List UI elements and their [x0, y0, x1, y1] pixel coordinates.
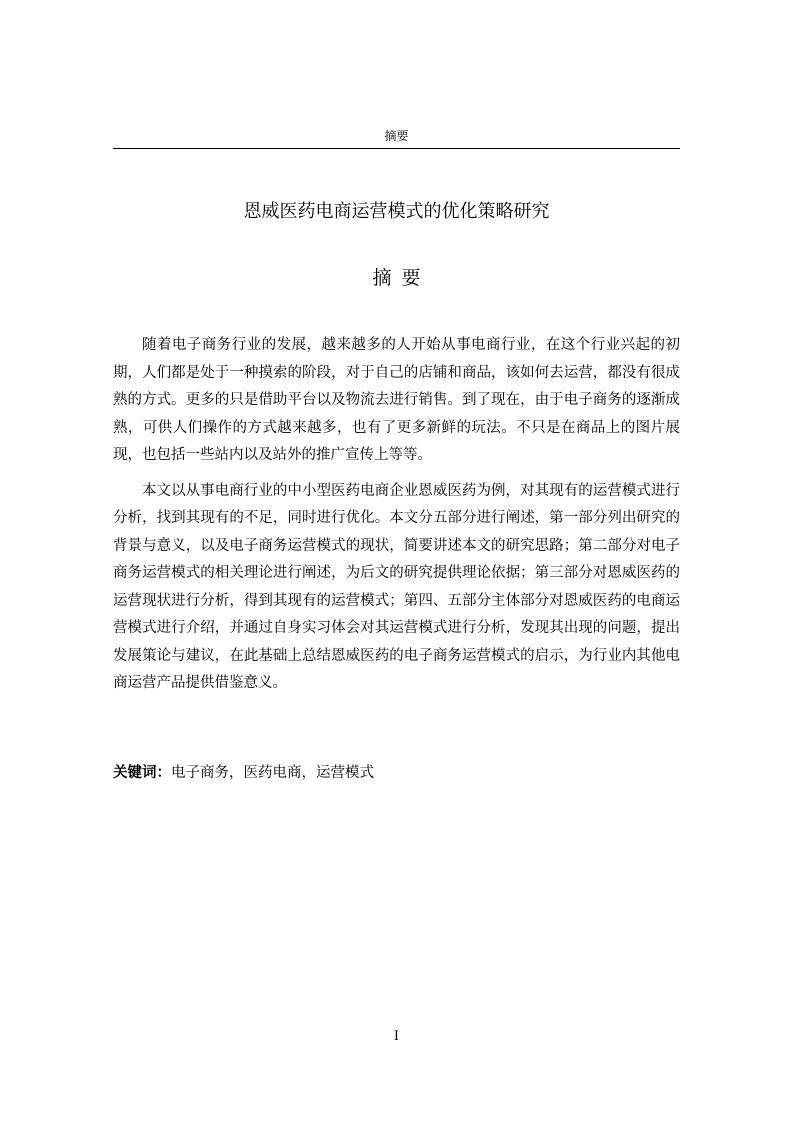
keywords-value: 电子商务，医药电商，运营模式	[171, 765, 374, 781]
page-number: I	[393, 1029, 400, 1044]
abstract-paragraph-1: 随着电子商务行业的发展，越来越多的人开始从事电商行业，在这个行业兴起的初期，人们都是处于一种摸索的阶段，对于自己的店铺和商品，该如何去运营，都没有很成熟的方式。更多的只是借助平台以及物流去进行销售。到了现在，由于电子商务的逐渐成熟，可供人们操作的方式越来越多，也有了更多新鲜的玩法。不只是在商品上的图片展现，也包括一些站内以及站外的推广宣传上等等。	[113, 337, 680, 463]
abstract-body	[113, 332, 680, 706]
abstract-paragraph-2: 本文以从事电商行业的中小型医药电商企业恩威医药为例，对其现有的运营模式进行分析，找到其现有的不足，同时进行优化。本文分五部分进行阐述，第一部分列出研究的背景与意义，以及电子商务运营模式的现状，简要讲述本文的研究思路；第二部分对电子商务运营模式的相关理论进行阐述，为后文的研究提供理论依据；第三部分对恩威医药的运营现状进行分析，得到其现有的运营模式；第四、五部分主体部分对恩威医药的电商运营模式进行介绍，并通过自身实习体会对其运营模式进行分析，发现其出现的问题，提出发展策论与建议，在此基础上总结恩威医药的电子商务运营模式的启示，为行业内其他电商运营产品提供借鉴意义。	[113, 482, 680, 691]
header-rule	[113, 148, 680, 149]
running-header: 摘要	[384, 129, 409, 143]
abstract-heading: 摘要	[372, 267, 431, 289]
paper-title: 恩威医药电商运营模式的优化策略研究	[243, 201, 550, 222]
keywords-label: 关键词：	[113, 765, 171, 781]
keywords-line	[113, 760, 680, 786]
